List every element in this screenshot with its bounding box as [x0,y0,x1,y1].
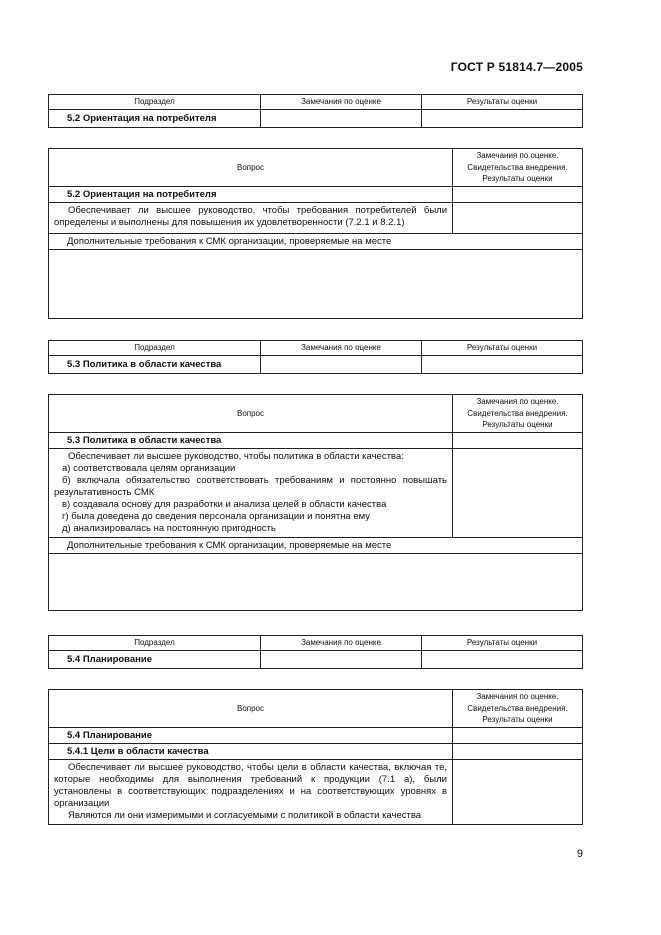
question-item: а) соответствовала целям организации [62,462,236,474]
subsection-title: 5.4 Планирование [49,651,261,669]
assessment-notes-cell[interactable] [261,651,422,669]
additional-requirements-label: Дополнительные требования к СМК организации, проверяемые на месте [49,537,583,553]
section-notes-cell[interactable] [453,727,583,743]
question-text [49,202,453,233]
question-item: б) включала обязательство соответствовать требованиям и постоянно повышать результативность СМК [54,474,447,498]
question-item: д) анализировалась на постоянную пригодность [62,522,276,534]
assessment-notes-header: Замечания по оценке [261,95,422,110]
assessment-results-cell[interactable] [422,110,583,128]
results-header-line: Результаты оценки [482,174,553,183]
assessment-results-cell[interactable] [422,356,583,374]
question-line: Обеспечивает ли высшее руководство, чтобы цели в области качества, включая те, которые необходимы для выполнения требований к продукции (7.1 а), были установлены в соответствующих подразделениях и на соответствующих уровнях в организации [54,761,447,809]
question-item: г) была доведена до сведения персонала организации и понятна ему [62,510,371,522]
question-answer-cell[interactable] [453,759,583,824]
page-number: 9 [576,848,583,860]
question-header: Вопрос [49,690,453,728]
section-title: 5.2 Ориентация на потребителя [49,186,453,202]
question-header: Вопрос [49,395,453,433]
question-item: в) создавала основу для разработки и анализа целей в области качества [62,498,387,510]
notes-evidence-header [453,690,583,728]
question-line: Обеспечивает ли высшее руководство, чтобы политика в области качества: [68,450,404,462]
evidence-header-line: Свидетельства внедрения. [467,703,568,713]
notes-evidence-header [453,149,583,187]
notes-header-line: Замечания по оценке. [476,151,559,160]
additional-requirements-field[interactable] [49,249,583,318]
question-table-5-3 [48,394,583,611]
assessment-results-header: Результаты оценки [422,341,583,356]
additional-requirements-label: Дополнительные требования к СМК организации, проверяемые на месте [49,233,583,249]
question-header: Вопрос [49,149,453,187]
subsection-title: 5.3 Политика в области качества [49,356,261,374]
evidence-header-line: Свидетельства внедрения. [467,162,568,172]
assessment-notes-cell[interactable] [261,356,422,374]
additional-requirements-field[interactable] [49,553,583,610]
notes-header-line: Замечания по оценке. [476,397,559,406]
assessment-notes-header: Замечания по оценке [261,341,422,356]
question-table-5-2 [48,148,583,319]
question-text [49,448,453,537]
assessment-results-header: Результаты оценки [422,636,583,651]
results-header-line: Результаты оценки [482,420,553,429]
assessment-notes-cell[interactable] [261,110,422,128]
section-notes-cell[interactable] [453,432,583,448]
subsection-table-5-3 [48,340,583,374]
subsection-title: 5.2 Ориентация на потребителя [49,110,261,128]
question-line: Являются ли они измеримыми и согласуемыми с политикой в области качества [68,809,422,821]
subsection-table-5-2 [48,94,583,128]
notes-header-line: Замечания по оценке. [476,692,559,701]
question-answer-cell[interactable] [453,202,583,233]
subsection-header: Подраздел [49,341,261,356]
subsection-header: Подраздел [49,636,261,651]
subsection-header: Подраздел [49,95,261,110]
assessment-results-header: Результаты оценки [422,95,583,110]
question-answer-cell[interactable] [453,448,583,537]
subsection-notes-cell[interactable] [453,743,583,759]
section-title: 5.4 Планирование [49,727,453,743]
section-notes-cell[interactable] [453,186,583,202]
subsection-subtitle: 5.4.1 Цели в области качества [49,743,453,759]
question-text [49,759,453,824]
evidence-header-line: Свидетельства внедрения. [467,408,568,418]
question-line: Обеспечивает ли высшее руководство, чтобы требования потребителей были определены и выполнены для повышения их удовлетворенности (7.2.1 и 8.2.1) [54,204,447,228]
question-table-5-4 [48,689,583,825]
assessment-notes-header: Замечания по оценке [261,636,422,651]
results-header-line: Результаты оценки [482,715,553,724]
document-code: ГОСТ Р 51814.7—2005 [450,60,583,74]
subsection-table-5-4 [48,635,583,669]
section-title: 5.3 Политика в области качества [49,432,453,448]
notes-evidence-header [453,395,583,433]
assessment-results-cell[interactable] [422,651,583,669]
